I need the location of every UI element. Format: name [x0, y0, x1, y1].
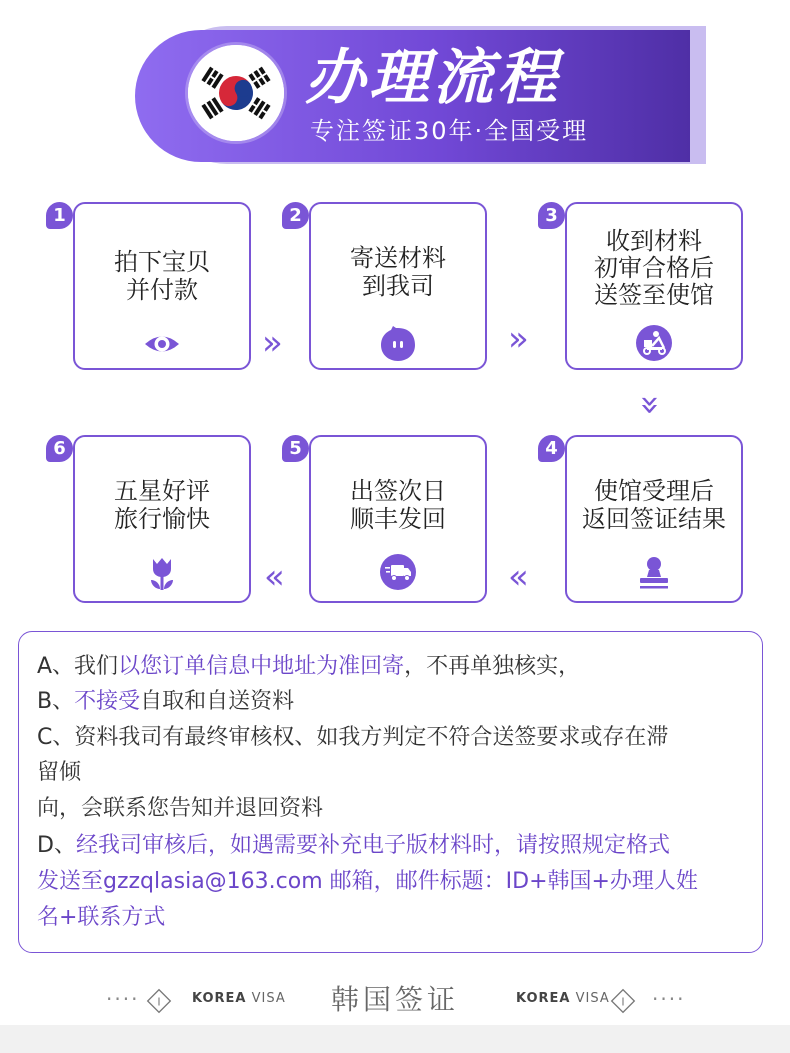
- diamond-icon: [610, 988, 636, 1014]
- arrow-left-icon: «: [508, 557, 529, 597]
- step-card-5: [309, 435, 487, 603]
- arrow-right-icon: »: [508, 319, 529, 359]
- note-c-line-2: 留倾: [37, 760, 82, 785]
- step-number-3: 3: [538, 202, 565, 229]
- step-3-line-1: 收到材料: [606, 227, 702, 255]
- step-4-line-1: 使馆受理后: [594, 477, 714, 505]
- step-card-1: [73, 202, 251, 370]
- note-d-line-1: [37, 829, 670, 863]
- note-d-line-2: 发送至gzzqlasia@163.com 邮箱，邮件标题：ID+韩国+办理人姓: [37, 869, 698, 894]
- note-d-line-3: 名+联系方式: [37, 905, 166, 930]
- footer-dots-right: ····: [652, 987, 686, 1011]
- note-a: [37, 650, 580, 684]
- step-1-line-1: 拍下宝贝: [114, 248, 210, 276]
- footer-brand-left-bold: KOREA: [192, 991, 247, 1006]
- step-5-line-1: 出签次日: [350, 477, 446, 505]
- svg-text:I: I: [621, 995, 625, 1009]
- svg-text:I: I: [157, 995, 161, 1009]
- note-b: [37, 685, 294, 719]
- page-title: 办理流程: [305, 43, 561, 113]
- note-b-highlight: 不接受: [74, 689, 141, 714]
- step-1-line-2: 并付款: [126, 276, 198, 304]
- note-d-prefix: D、: [37, 833, 76, 858]
- note-a-suffix: ，不再单独核实，: [404, 654, 581, 679]
- stamp-icon: [635, 553, 673, 591]
- step-number-6: 6: [46, 435, 73, 462]
- page-subtitle: 专注签证30年·全国受理: [310, 117, 589, 145]
- step-2-line-2: 到我司: [362, 272, 434, 300]
- footer-brand-left: [192, 991, 286, 1006]
- step-number-1: 1: [46, 202, 73, 229]
- arrow-left-icon: «: [264, 557, 285, 597]
- step-6-line-2: 旅行愉快: [114, 505, 210, 533]
- note-a-highlight: 以您订单信息中地址为准回寄: [118, 654, 405, 679]
- footer-brand-right-bold: KOREA: [516, 991, 571, 1006]
- step-3-line-2: 初审合格后: [594, 254, 714, 282]
- note-a-prefix: A、我们: [37, 654, 119, 679]
- step-card-3: [565, 202, 743, 370]
- arrow-down-icon: »: [630, 394, 671, 416]
- notes-box: [18, 631, 763, 953]
- bottom-bar: [0, 1025, 790, 1053]
- footer-brand-left-light: VISA: [251, 991, 286, 1006]
- footer-brand-right-light: VISA: [575, 991, 610, 1006]
- note-c-line-1: C、资料我司有最终审核权、如我方判定不符合送签要求或存在滞: [37, 725, 669, 750]
- chat-bubble-icon: [379, 325, 417, 363]
- note-b-suffix: 自取和自送资料: [140, 689, 295, 714]
- step-number-2: 2: [282, 202, 309, 229]
- step-card-2: [309, 202, 487, 370]
- flower-icon: [143, 555, 181, 593]
- arrow-right-icon: »: [262, 323, 283, 363]
- note-c-line-3: 向，会联系您告知并退回资料: [37, 796, 324, 821]
- eye-icon: [143, 325, 181, 363]
- diamond-icon: [146, 988, 172, 1014]
- note-d-highlight: 经我司审核后，如遇需要补充电子版材料时，请按照规定格式: [75, 833, 670, 858]
- step-card-6: [73, 435, 251, 603]
- delivery-scooter-icon: [635, 324, 673, 362]
- footer-dots-left: ····: [106, 987, 140, 1011]
- note-b-prefix: B、: [37, 689, 75, 714]
- korea-flag-icon: [188, 45, 284, 141]
- footer-brand-right: [516, 991, 610, 1006]
- step-4-line-2: 返回签证结果: [582, 505, 726, 533]
- step-card-4: [565, 435, 743, 603]
- step-number-4: 4: [538, 435, 565, 462]
- step-number-5: 5: [282, 435, 309, 462]
- step-2-line-1: 寄送材料: [350, 244, 446, 272]
- step-5-line-2: 顺丰发回: [350, 505, 446, 533]
- step-6-line-1: 五星好评: [114, 477, 210, 505]
- footer-title: 韩国签证: [330, 983, 459, 1016]
- step-3-line-3: 送签至使馆: [594, 281, 714, 309]
- delivery-truck-icon: [379, 553, 417, 591]
